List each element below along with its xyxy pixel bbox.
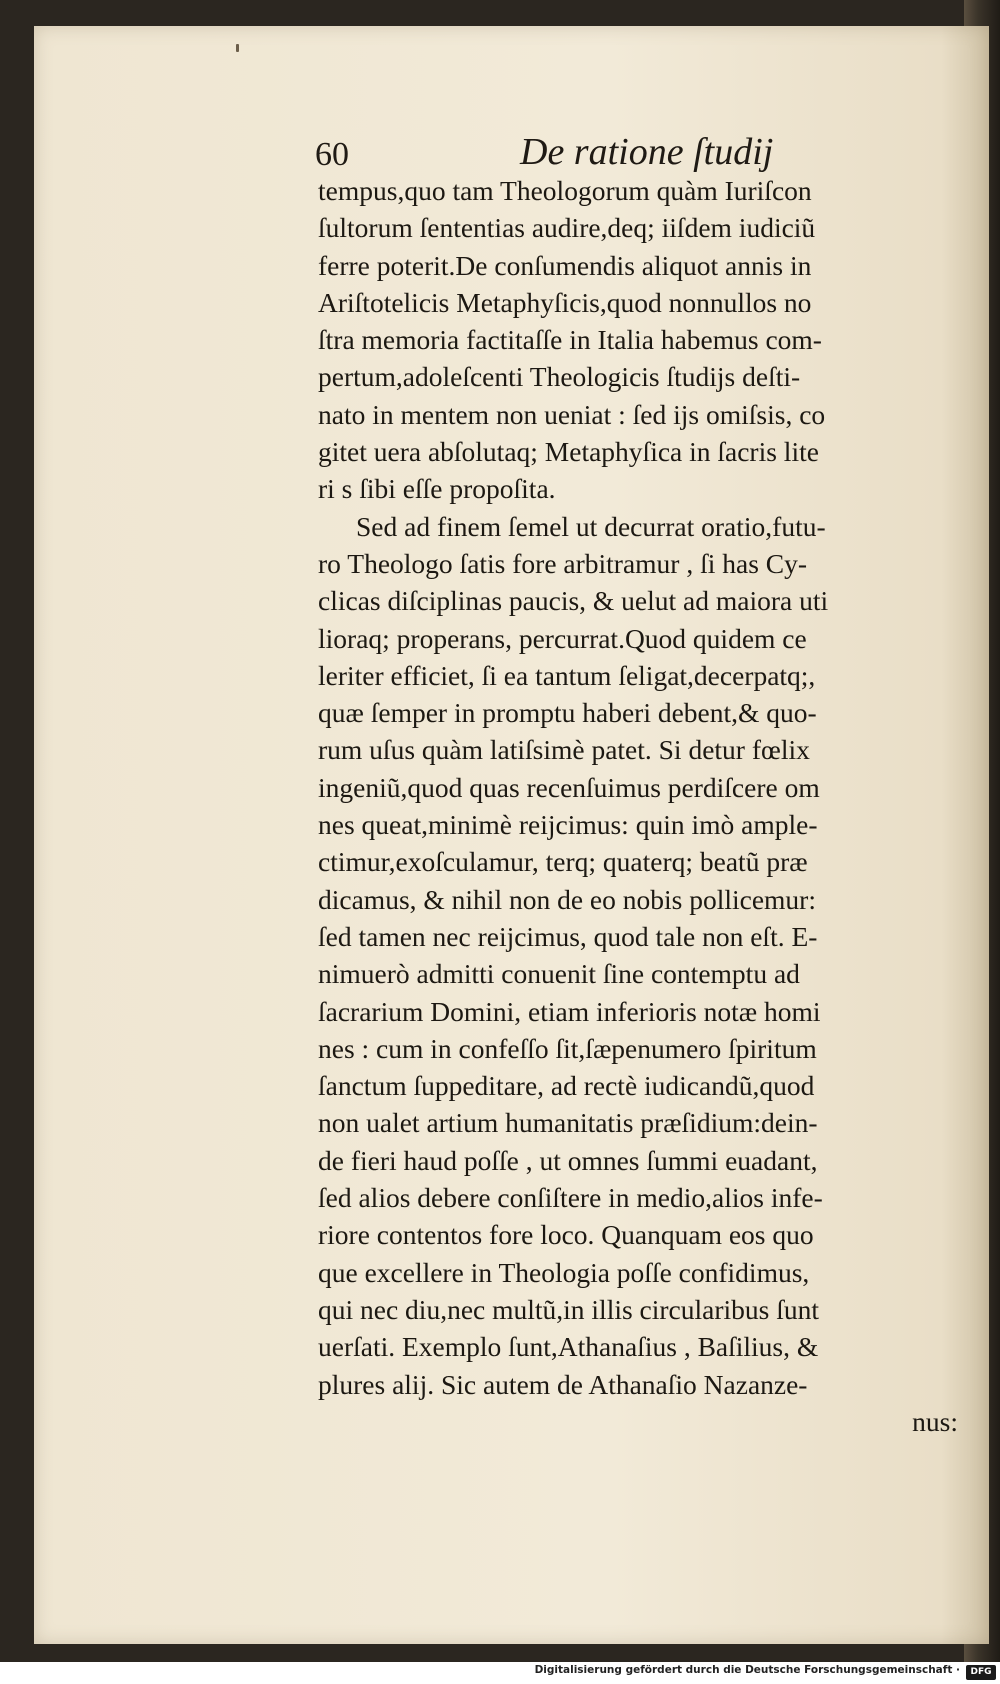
text-line: quæ ſemper in promptu haberi debent,& quo- (318, 697, 817, 729)
text-line: lioraq; properans, percurrat.Quod quidem ce (318, 622, 807, 654)
text-line: leriter efficiet, ſi ea tantum ſeligat,decerpatq;, (318, 659, 816, 691)
text-line: ſed alios debere conſiſtere in medio,alios infe- (318, 1182, 823, 1214)
text-line: ferre poterit.De conſumendis aliquot annis in (318, 249, 812, 281)
text-line: nes : cum in confeſſo ſit,ſæpenumero ſpiritum (318, 1032, 817, 1064)
text-line: riore contentos fore loco. Quanquam eos quo (318, 1219, 814, 1251)
text-line: ſacrarium Domini, etiam inferioris notæ homi (318, 995, 821, 1027)
text-line: que excellere in Theologia poſſe confidimus, (318, 1256, 810, 1288)
running-title: De ratione ſtudij (520, 131, 774, 173)
text-line: de fieri haud poſſe , ut omnes ſummi euadant, (318, 1144, 818, 1176)
text-line: ri s ſibi eſſe propoſita. (318, 473, 556, 505)
ink-speck (236, 44, 239, 52)
text-line: Ariſtotelicis Metaphyſicis,quod nonnullos no (318, 286, 812, 318)
text-line: ſtra memoria factitaſſe in Italia habemus com- (318, 324, 822, 356)
digitization-credit: Digitalisierung gefördert durch die Deutsche Forschungsgemeinschaft · (534, 1664, 960, 1676)
page-number: 60 (315, 136, 349, 173)
text-line: ctimur,exoſculamur, terq; quaterq; beatũ præ (318, 846, 808, 878)
text-line: Sed ad finem ſemel ut decurrat oratio,futu- (356, 510, 826, 542)
footer-bar (0, 1662, 1000, 1684)
catchword: nus: (912, 1405, 958, 1437)
text-line: ſultorum ſententias audire,deq; iiſdem iudiciũ (318, 212, 816, 244)
text-line: nato in mentem non ueniat : ſed ijs omiſsis, co (318, 398, 826, 430)
text-line: nes queat,minimè reijcimus: quin imò ample- (318, 809, 818, 841)
text-line: dicamus, & nihil non de eo nobis pollicemur: (318, 883, 816, 915)
text-line: plures alij. Sic autem de Athanaſio Nazanze- (318, 1368, 808, 1400)
text-line: gitet uera abſolutaq; Metaphyſica in ſacris lite (318, 436, 819, 468)
text-line: clicas diſciplinas paucis, & uelut ad maiora uti (318, 585, 829, 617)
text-line: qui nec diu,nec multũ,in illis circularibus ſunt (318, 1293, 820, 1325)
text-line: uerſati. Exemplo ſunt,Athanaſius , Baſilius, & (318, 1331, 819, 1363)
text-line: pertum,adoleſcenti Theologicis ſtudijs deſti- (318, 361, 801, 393)
text-line: nimuerò admitti conuenit ſine contemptu ad (318, 958, 800, 990)
text-line: ingeniũ,quod quas recenſuimus perdiſcere om (318, 771, 820, 803)
text-line: ſanctum ſuppeditare, ad rectè iudicandũ,quod (318, 1070, 815, 1102)
text-line: ro Theologo ſatis fore arbitramur , ſi has Cy- (318, 547, 808, 579)
dfg-logo[interactable]: DFG (966, 1665, 996, 1680)
text-line: rum uſus quàm latiſsimè patet. Si detur fœlix (318, 734, 810, 766)
text-line: tempus,quo tam Theologorum quàm Iuriſcon (318, 175, 812, 206)
text-line: ſed tamen nec reijcimus, quod tale non eſt. E- (318, 920, 818, 952)
body-text (318, 172, 958, 1440)
text-line: non ualet artium humanitatis præſidium:dein- (318, 1107, 818, 1139)
